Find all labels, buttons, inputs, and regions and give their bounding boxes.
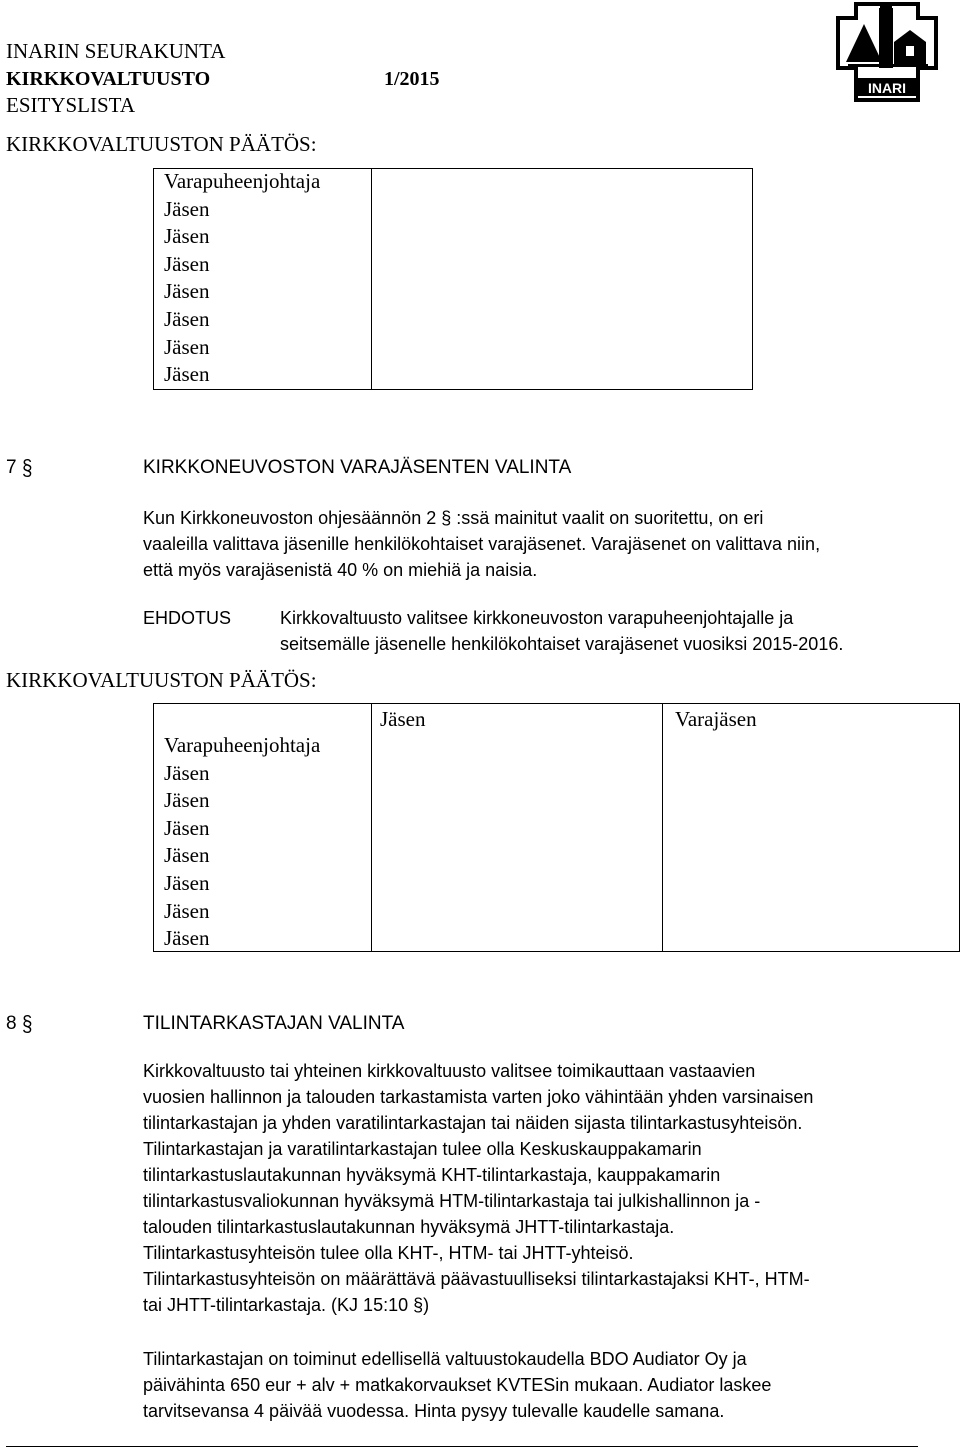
paragraph-line: tilintarkastusvaliokunnan hyväksymä HTM-tilintarkastaja tai julkishallinnon ja - xyxy=(143,1191,761,1211)
header-body: KIRKKOVALTUUSTO xyxy=(6,68,211,90)
paragraph-line: Tilintarkastusyhteisön on määrättävä päävastuulliseksi tilintarkastajaksi KHT-, HTM- xyxy=(143,1269,810,1289)
paragraph-line: vuosien hallinnon ja talouden tarkastamista varten joko vähintään yhden varsinaisen xyxy=(143,1087,814,1107)
role-vice-chair: Varapuheenjohtaja xyxy=(164,733,321,757)
section7-number: 7 xyxy=(6,457,17,478)
section-sign: § xyxy=(22,455,33,480)
role-member: Jäsen xyxy=(164,251,210,276)
parish-logo xyxy=(824,2,952,102)
header-doc-type: ESITYSLISTA xyxy=(6,93,135,117)
deputy-table-member-cell xyxy=(371,703,663,952)
header-number: 1/2015 xyxy=(384,68,440,90)
header-org: INARIN SEURAKUNTA xyxy=(6,39,226,63)
deputy-table-role-list xyxy=(164,732,320,953)
role-member: Jäsen xyxy=(164,788,210,813)
decision2-label: KIRKKOVALTUUSTON PÄÄTÖS: xyxy=(6,668,317,692)
role-member: Jäsen xyxy=(164,815,210,840)
footer-divider xyxy=(6,1446,918,1447)
proposal-label: EHDOTUS xyxy=(143,608,232,628)
paragraph-line: talouden tilintarkastuslautakunnan hyväksymä JHTT-tilintarkastaja. xyxy=(143,1217,675,1237)
role-member: Jäsen xyxy=(164,196,210,221)
role-member: Jäsen xyxy=(164,870,210,895)
section8-paragraph-2 xyxy=(143,1346,771,1424)
intro-line: Kun Kirkkoneuvoston ohjesäännön 2 § :ssä mainitut vaalit on suoritettu, on eri xyxy=(143,508,764,528)
section7-title: KIRKKONEUVOSTON VARAJÄSENTEN VALINTA xyxy=(143,457,572,478)
proposal-line: Kirkkovaltuusto valitsee kirkkoneuvoston varapuheenjohtajalle ja xyxy=(280,608,794,628)
section7-intro xyxy=(143,505,820,583)
role-member: Jäsen xyxy=(164,843,210,868)
section8-paragraph-1 xyxy=(143,1058,813,1318)
paragraph-line: tarvitsevansa 4 päivää vuodessa. Hinta pysyy tulevalle kaudelle samana. xyxy=(143,1401,725,1421)
role-member: Jäsen xyxy=(164,279,210,304)
deputy-table-deputy-cell xyxy=(662,703,960,952)
decision1-empty-cell xyxy=(371,168,753,390)
section8-number: 8 xyxy=(6,1013,17,1034)
paragraph-line: päivähinta 650 eur + alv + matkakorvaukset KVTESin mukaan. Audiator laskee xyxy=(143,1375,772,1395)
column-header-deputy: Varajäsen xyxy=(675,707,757,731)
decision1-role-list xyxy=(164,168,320,389)
intro-line: että myös varajäsenistä 40 % on miehiä ja naisia. xyxy=(143,560,538,580)
paragraph-line: tilintarkastajan ja yhden varatilintarkastajan tai näiden sijasta tilintarkastusyhteisön. xyxy=(143,1113,803,1133)
logo-text: INARI xyxy=(867,80,907,96)
paragraph-line: Kirkkovaltuusto tai yhteinen kirkkovaltuusto valitsee toimikauttaan vastaavien xyxy=(143,1061,756,1081)
paragraph-line: tilintarkastuslautakunnan hyväksymä KHT-tilintarkastaja, kauppakamarin xyxy=(143,1165,721,1185)
paragraph-line: Tilintarkastajan on toiminut edellisellä valtuustokaudella BDO Audiator Oy ja xyxy=(143,1349,747,1369)
decision1-label: KIRKKOVALTUUSTON PÄÄTÖS: xyxy=(6,132,317,156)
section8-title: TILINTARKASTAJAN VALINTA xyxy=(143,1013,405,1034)
paragraph-line: tai JHTT-tilintarkastaja. (KJ 15:10 §) xyxy=(143,1295,430,1315)
proposal-line: seitsemälle jäsenelle henkilökohtaiset varajäsenet vuosiksi 2015-2016. xyxy=(280,634,844,654)
intro-line: vaaleilla valittava jäsenille henkilökohtaiset varajäsenet. Varajäsenet on valittava niin, xyxy=(143,534,821,554)
role-member: Jäsen xyxy=(164,306,210,331)
role-member: Jäsen xyxy=(164,362,210,387)
role-member: Jäsen xyxy=(164,898,210,923)
role-vice-chair: Varapuheenjohtaja xyxy=(164,169,321,193)
section-sign: § xyxy=(22,1011,33,1036)
paragraph-line: Tilintarkastajan ja varatilintarkastajan tulee olla Keskuskauppakamarin xyxy=(143,1139,702,1159)
role-member: Jäsen xyxy=(164,760,210,785)
column-header-member: Jäsen xyxy=(380,707,426,731)
paragraph-line: Tilintarkastusyhteisön tulee olla KHT-, HTM- tai JHTT-yhteisö. xyxy=(143,1243,634,1263)
role-member: Jäsen xyxy=(164,334,210,359)
proposal-text xyxy=(280,605,843,657)
role-member: Jäsen xyxy=(164,926,210,951)
role-member: Jäsen xyxy=(164,224,210,249)
